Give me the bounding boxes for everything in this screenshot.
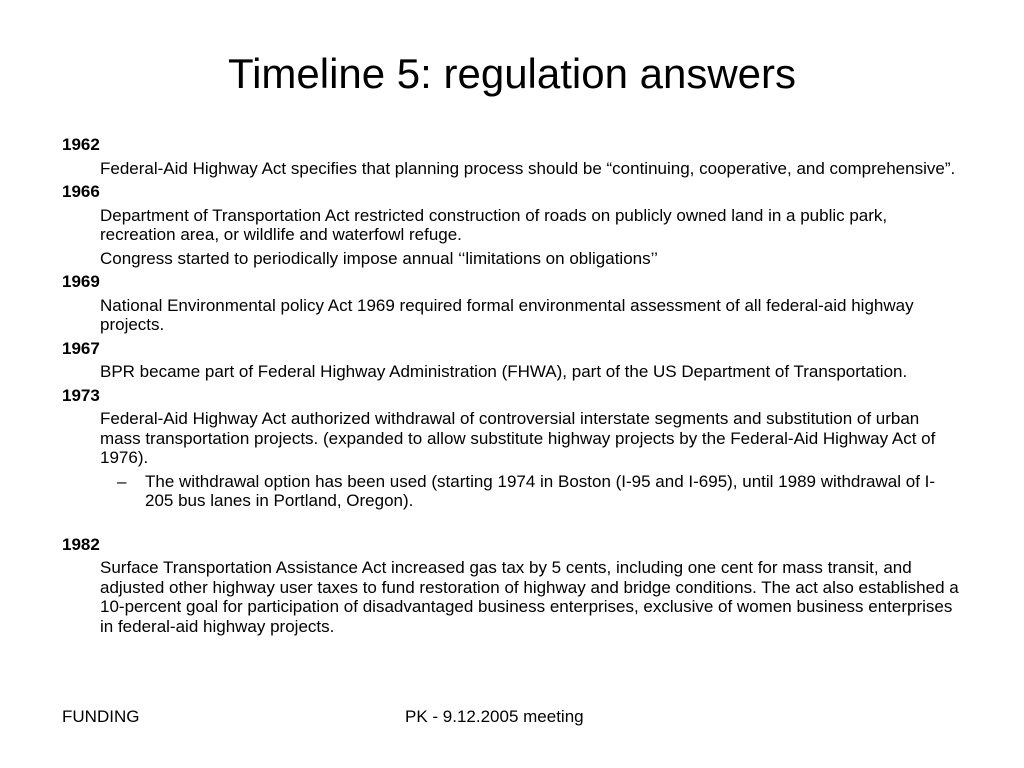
timeline-item: Department of Transportation Act restricted construction of roads on publicly owned land in a public park, recreation area, or wildlife and waterfowl refuge. <box>100 205 888 244</box>
year-heading: 1982 <box>62 534 100 554</box>
timeline-item: Surface Transportation Assistance Act increased gas tax by 5 cents, including one cent for mass transit, and adjusted other highway user taxes to fund restoration of highway and bridge conditions. The act also established a 10-percent goal for participation of disadvantaged business enterprises, exclusive of women business enterprises in federal-aid highway projects. <box>100 558 959 636</box>
timeline-item: BPR became part of Federal Highway Administration (FHWA), part of the US Department of Transportation. <box>100 362 908 381</box>
timeline-item: Federal-Aid Highway Act authorized withdrawal of controversial interstate segments and substitution of urban mass transportation projects. (expanded to allow substitute highway projects by the Federal-Aid Highway Act of 1976). <box>100 409 936 467</box>
slide-title: Timeline 5: regulation answers <box>227 50 797 97</box>
timeline-subitem <box>117 471 962 511</box>
year-heading: 1966 <box>62 182 100 201</box>
footer-center: PK - 9.12.2005 meeting <box>405 707 584 726</box>
dash-bullet: – <box>117 471 127 491</box>
year-heading: 1962 <box>62 135 100 154</box>
footer-left: FUNDING <box>62 707 140 726</box>
year-heading: 1969 <box>62 272 100 291</box>
slide-content <box>62 135 962 640</box>
timeline-subitem-text: The withdrawal option has been used (starting 1974 in Boston (I-95 and I-695), until 1989 withdrawal of I-205 bus lanes in Portland, Oregon). <box>145 471 936 510</box>
timeline-item: National Environmental policy Act 1969 required formal environmental assessment of all federal-aid highway projects. <box>100 295 914 334</box>
year-heading: 1973 <box>62 385 100 405</box>
year-heading: 1967 <box>62 338 100 358</box>
timeline-item: Congress started to periodically impose annual ‘‘limitations on obligations’’ <box>100 248 658 268</box>
timeline-item: Federal-Aid Highway Act specifies that planning process should be “continuing, cooperative, and comprehensive”. <box>100 158 956 178</box>
spacer <box>62 515 962 535</box>
